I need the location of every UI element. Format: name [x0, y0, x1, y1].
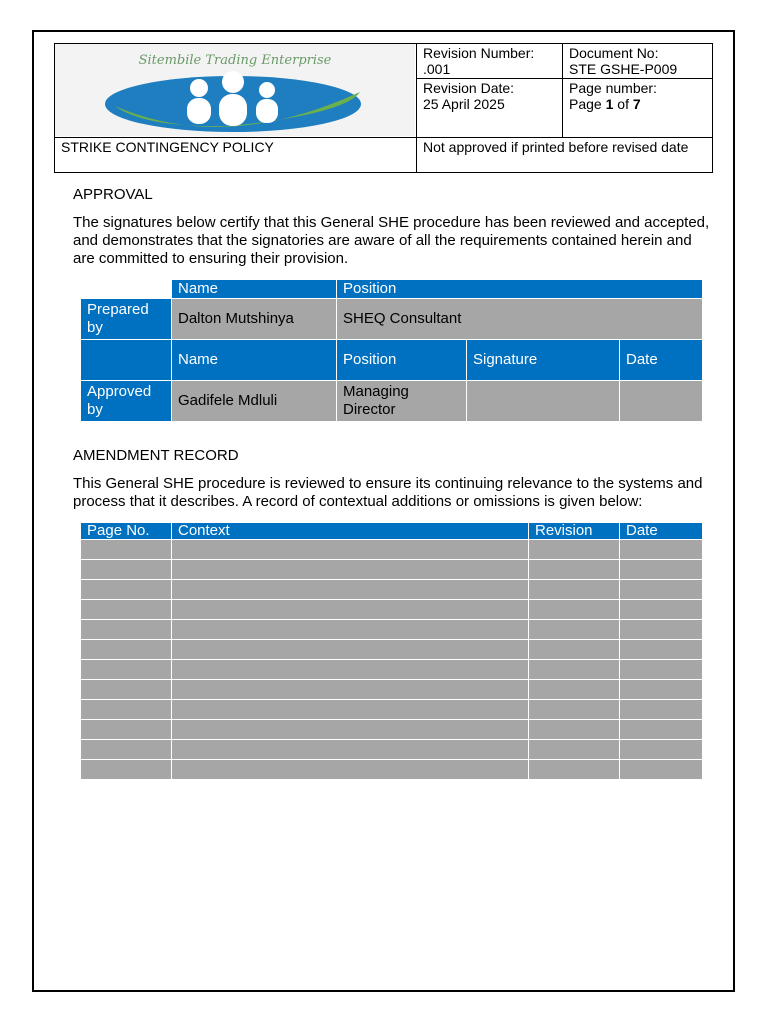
table-cell: [620, 540, 703, 560]
table-cell: [172, 620, 529, 640]
table-cell: [529, 640, 620, 660]
table-cell: [172, 660, 529, 680]
policy-title: STRIKE CONTINGENCY POLICY: [55, 138, 417, 173]
table-cell: [172, 640, 529, 660]
prepared-name: Dalton Mutshinya: [172, 299, 337, 340]
table-cell: [529, 720, 620, 740]
table-cell: [172, 600, 529, 620]
col-signature: Signature: [467, 340, 620, 381]
table-cell: [81, 560, 172, 580]
table-cell: [529, 680, 620, 700]
table-cell: [172, 700, 529, 720]
col-revision: Revision: [529, 523, 620, 540]
col-name: Name: [172, 280, 337, 299]
table-cell: [529, 600, 620, 620]
table-row: [81, 660, 703, 680]
approved-date: [620, 381, 703, 422]
revision-number-label: Revision Number:: [423, 45, 535, 61]
table-cell: [620, 640, 703, 660]
table-cell: [172, 680, 529, 700]
table-cell: [81, 700, 172, 720]
table-cell: [529, 580, 620, 600]
approved-signature: [467, 381, 620, 422]
table-cell: [529, 560, 620, 580]
col-position-2: Position: [337, 340, 467, 381]
table-cell: [620, 560, 703, 580]
page-of: of: [613, 96, 633, 112]
revision-number-value: .001: [423, 61, 451, 77]
company-logo: [55, 44, 416, 136]
table-cell: [529, 540, 620, 560]
table-cell: [172, 580, 529, 600]
table-cell: [620, 680, 703, 700]
page-prefix: Page: [569, 96, 606, 112]
table-cell: [620, 660, 703, 680]
table-cell: [81, 540, 172, 560]
approved-by-label: Approved by: [81, 381, 172, 422]
approved-position: Managing Director: [337, 381, 467, 422]
table-row: [81, 760, 703, 780]
page-total: 7: [632, 96, 641, 112]
table-cell: [172, 540, 529, 560]
table-cell: [172, 560, 529, 580]
table-row: [81, 740, 703, 760]
table-cell: [172, 760, 529, 780]
approval-text: The signatures below certify that this General SHE procedure has been reviewed and accepted, and demonstrates that the signatories are aware of all the requirements contained herein and are committed to ensuring their provision.: [73, 214, 710, 267]
col-date: Date: [620, 340, 703, 381]
table-cell: [620, 700, 703, 720]
amendment-heading: AMENDMENT RECORD: [73, 447, 239, 464]
revision-date-cell: [417, 79, 563, 138]
prepared-by-label: Prepared by: [81, 299, 172, 340]
table-cell: [81, 740, 172, 760]
table-cell: [620, 760, 703, 780]
table-cell: [81, 660, 172, 680]
col-page-no: Page No.: [81, 523, 172, 540]
table-cell: [81, 580, 172, 600]
table-cell: [529, 660, 620, 680]
col-context: Context: [172, 523, 529, 540]
prepared-position: SHEQ Consultant: [337, 299, 703, 340]
col-name-2: Name: [172, 340, 337, 381]
page-number-value: [569, 96, 706, 112]
col-amend-date: Date: [620, 523, 703, 540]
document-header: [54, 43, 713, 173]
logo-graphic: [55, 44, 415, 136]
table-cell: [529, 620, 620, 640]
revision-date-value: 25 April 2025: [423, 96, 505, 112]
amendment-text: This General SHE procedure is reviewed to ensure its continuing relevance to the systems and process that it describes. A record of contextual additions or omissions is given below:: [73, 475, 703, 510]
revision-date-label: Revision Date:: [423, 80, 515, 96]
approval-note: Not approved if printed before revised date: [417, 138, 713, 173]
page-current: 1: [605, 96, 614, 112]
logo-text: Sitembile Trading Enterprise: [138, 53, 332, 68]
table-row: [81, 700, 703, 720]
table-cell: [620, 720, 703, 740]
amendment-table: [80, 522, 703, 780]
table-cell: [81, 680, 172, 700]
document-no-cell: [563, 44, 713, 79]
table-row: [81, 580, 703, 600]
table-cell: [81, 720, 172, 740]
page-number-label: Page number:: [569, 80, 657, 96]
document-no-value: STE GSHE-P009: [569, 61, 678, 77]
table-cell: [620, 580, 703, 600]
table-row: [81, 680, 703, 700]
approval-heading: APPROVAL: [73, 186, 153, 203]
table-row: [81, 560, 703, 580]
table-cell: [620, 600, 703, 620]
approved-name: Gadifele Mdluli: [172, 381, 337, 422]
table-row: [81, 600, 703, 620]
table-row: [81, 640, 703, 660]
page-number-cell: [563, 79, 713, 138]
table-cell: [620, 620, 703, 640]
page-border: [32, 30, 735, 992]
approval-table: [80, 279, 703, 422]
logo-cell: [55, 44, 417, 138]
table-cell: [529, 740, 620, 760]
table-cell: [81, 760, 172, 780]
table-cell: [172, 720, 529, 740]
table-cell: [620, 740, 703, 760]
table-cell: [529, 760, 620, 780]
revision-number-cell: [417, 44, 563, 79]
table-cell: [172, 740, 529, 760]
document-no-label: Document No:: [569, 45, 659, 61]
table-cell: [81, 620, 172, 640]
table-row: [81, 720, 703, 740]
table-row: [81, 540, 703, 560]
table-cell: [529, 700, 620, 720]
table-cell: [81, 640, 172, 660]
col-position: Position: [337, 280, 703, 299]
table-cell: [81, 600, 172, 620]
table-row: [81, 620, 703, 640]
